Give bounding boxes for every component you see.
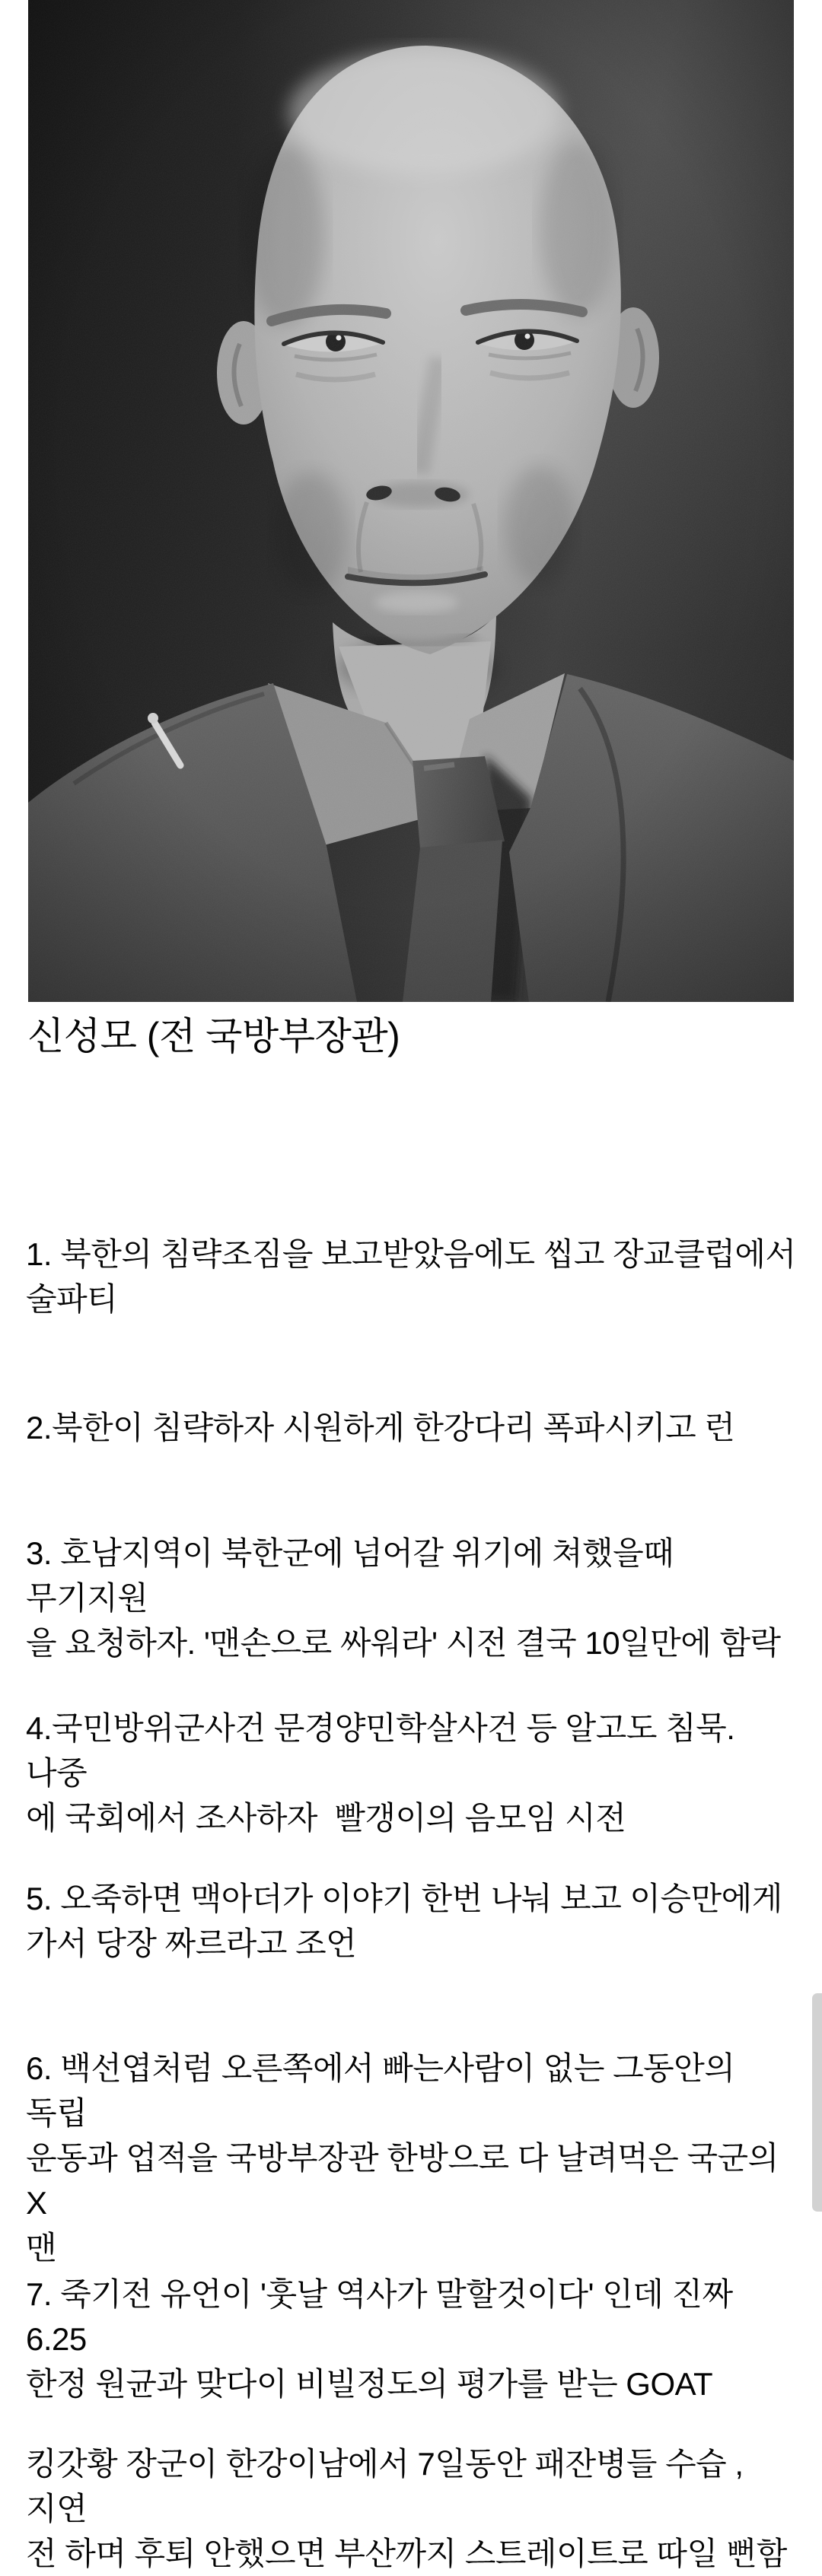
text-line: 을 요청하자. '맨손으로 싸워라' 시전 결국 10일만에 함락 bbox=[26, 1625, 781, 1661]
scrollbar-thumb[interactable] bbox=[812, 1993, 822, 2212]
text-line: 1. 북한의 침략조짐을 보고받았음에도 씹고 장교클럽에서 bbox=[26, 1236, 796, 1272]
text-line: 운동과 업적을 국방부장관 한방으로 다 날려먹은 국군의 X bbox=[26, 2140, 787, 2221]
post-paragraph-4 bbox=[26, 1706, 798, 1840]
text-line: 한정 원균과 맞다이 비빌정도의 평가를 받는 GOAT bbox=[26, 2366, 713, 2402]
text-line: 3. 호남지역이 북한군에 넘어갈 위기에 쳐했을때 무기지원 bbox=[26, 1535, 683, 1616]
portrait-photo bbox=[28, 0, 794, 1002]
text-line: 전 하며 후퇴 안했으면 부산까지 스트레이트로 따일 뻔함 bbox=[26, 2536, 787, 2571]
text-line: 7. 죽기전 유언이 '훗날 역사가 말할것이다' 인데 진짜 6.25 bbox=[26, 2276, 741, 2357]
post-paragraph-7 bbox=[26, 2272, 798, 2406]
post-paragraph-5 bbox=[26, 1876, 798, 1966]
text-line: 에 국회에서 조사하자 빨갱이의 음모임 시전 bbox=[26, 1800, 626, 1836]
text-line: 킹갓황 장군이 한강이남에서 7일동안 패잔병들 수습 ,지연 bbox=[26, 2446, 744, 2527]
portrait-photo-art bbox=[28, 0, 794, 1002]
text-line: 4.국민방위군사건 문경양민학살사건 등 알고도 침묵. 나중 bbox=[26, 1710, 744, 1791]
photo-caption: 신성모 (전 국방부장관) bbox=[27, 1015, 400, 1057]
post-paragraph-1 bbox=[26, 1232, 798, 1321]
post-paragraph-2 bbox=[26, 1405, 798, 1450]
text-line: 술파티 bbox=[26, 1281, 118, 1317]
text-line: 5. 오죽하면 맥아더가 이야기 한번 나눠 보고 이승만에게 bbox=[26, 1881, 782, 1916]
text-line: 6. 백선엽처럼 오른쪽에서 빠는사람이 없는 그동안의 독립 bbox=[26, 2050, 744, 2131]
post-paragraph-3 bbox=[26, 1531, 798, 1665]
text-line: 가서 당장 짜르라고 조언 bbox=[26, 1926, 357, 1961]
post-paragraph-8 bbox=[26, 2441, 798, 2576]
text-line: 2.북한이 침략하자 시원하게 한강다리 폭파시키고 런 bbox=[26, 1410, 735, 1445]
text-line: 맨 bbox=[26, 2230, 57, 2266]
post-paragraph-6 bbox=[26, 2046, 798, 2270]
